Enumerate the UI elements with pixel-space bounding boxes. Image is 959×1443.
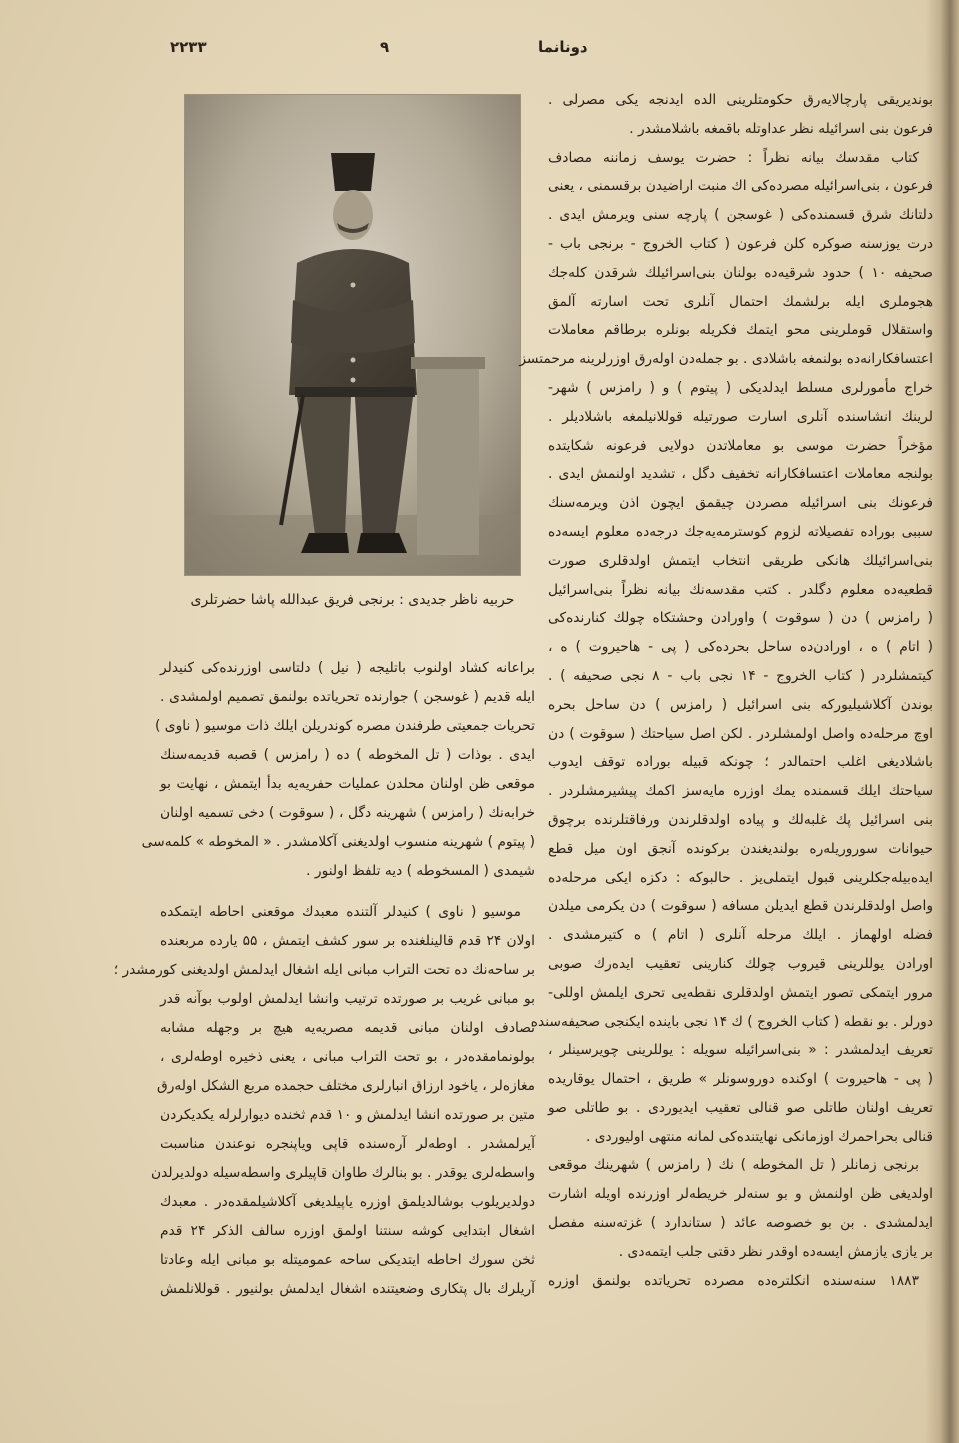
text-line: برنجی زمانلر ( تل المخوطه ) نك ( رامزس ) شهرینك موقعی — [548, 1157, 919, 1174]
text-line: درت یوزسنه صوکره کلن فرعون ( کتاب الخروج - برنجی باب - — [548, 235, 933, 252]
text-line: ( پیتوم ) شهرینه منسوب اولدیغنی آکلامشدر . « المخوطه » کلمه‌سی — [141, 834, 535, 850]
text-line: تعریف اولنان طاتلی صو قنالی تعقیب ایدیوردی . بو طاتلی صو — [548, 1099, 933, 1116]
text-line: سیاحتك ایلك قسمنده یمك اوزره مایه‌سز اکمك پیشیرمشلردر . — [548, 783, 933, 800]
text-line: ایدلمشدی . بن بو خصوصه عائد ( ستاندارد ) غزته‌سنه مفصل — [548, 1215, 933, 1232]
text-line: دولدیریلوب بوشالدیلمق اوزره یاپیلدیغی آکلاشیلمقده‌در . معبدك — [160, 1194, 535, 1210]
text-line: سببی بوراده تفصیلاته لزوم کوسترمه‌یه‌جك درجه‌ده معلوم ایسه‌ده — [548, 523, 933, 540]
text-line: مرور ایتمکی تصور ایتمش اولدقلری نقطه‌یی تحری ایلمش اوللی- — [548, 984, 933, 1001]
pedestal — [411, 357, 485, 555]
text-line: ثخن سورك احاطه ایتدیکی ساحه عمومیتله بو مبانی ایله وعادتا — [160, 1252, 535, 1268]
text-line: ۱۸۸۳ سنه‌سنده انکلتره‌ده مصرده تحریاتده بولنمق اوزره — [548, 1272, 919, 1289]
text-line: فرعون ، بنی‌اسرائیله مصرده‌کی اك منبت اراضیدن برقسمنی ، یعنی — [548, 178, 933, 195]
text-line: دورلر . بو نقطه ( کتاب الخروج ) ك ۱۴ نجی باینده ایکنجی صحیفه‌سنده — [530, 1013, 933, 1030]
text-line: کتاب مقدسك بیانه نظراً : حضرت یوسف زماننه مصادف — [548, 149, 919, 166]
left-text-column — [113, 654, 536, 1297]
text-line: موسیو ( ناوی ) کنیدلر آلتنده معبدك موقعنی احاطه ایتمکده — [160, 904, 521, 920]
text-line: اعتسافکارانه‌ده بولنمغه باشلادی . بو جمله‌دن اوله‌رق اوزرلرینه مرحمتسز — [519, 351, 933, 368]
text-line: بوندیریقی پارچالایه‌رق حکومتلرینی الده ایدنجه یکی مصرلی . — [548, 92, 933, 108]
photo-caption: حربیه ناظر جدیدی : برنجی فریق عبدالله پاشا حضرتلری — [190, 592, 515, 608]
text-line: اوچ مرحله‌ده واصل اولمشلردر . لکن اصل سیاحتك ( سوقوت ) دن — [548, 725, 933, 742]
text-line: کیتمشلردر ( کتاب الخروج - ۱۴ نجی باب - ۸ نجی صحیفه ) . — [548, 667, 933, 684]
text-line: شیمدی ( المسخوطه ) دیه تلفظ اولنور . — [306, 863, 535, 879]
text-line: فرعون بنی اسرائیله نظر عداوتله باقمغه باشلامشدر . — [629, 120, 933, 137]
page-number: ۲۲۳۳ — [170, 38, 207, 56]
text-line: دلتانك شرق قسمنده‌کی ( غوسجن ) پارچه‌ سنی ویرمش ایدی . — [548, 207, 933, 224]
text-line: باشلادیغی اغلب احتمالدر ؛ چونکه قبیله بوراده توقف ایدوب — [548, 754, 933, 771]
text-line: مغازه‌لر ، یاخود ارزاق انبارلری مختلف حجمده مربع الشکل اوله‌رق — [157, 1078, 535, 1094]
text-line: متین بر صورتده انشا ایدلمش و ۱۰ قدم ثخنده دیوارلرله یکدیکردن — [160, 1107, 535, 1123]
text-line: بنی‌اسرائیلك هانکی طریقی انتخاب ایتمش اولدقلری صورت — [548, 552, 933, 569]
right-text-column — [519, 86, 934, 1301]
paragraph-gap — [160, 886, 535, 898]
text-line: آیرلمشدر . اوطه‌لر آره‌سنده قاپی ویاپنجره نوعندن مناسبت — [160, 1136, 535, 1152]
text-line: بولونمامقده‌در ، بو تحت التراب مبانی ، یعنی ذخیره اوطه‌لری ، — [160, 1049, 535, 1065]
text-line: لرینك انشاسنده آنلری اسارت صورتیله قوللانیلمغه باشلادیلر . — [548, 408, 933, 425]
text-line: فرعونك بنی اسرائیله مصردن چیقمق ایچون اذن ویرمه‌سنك — [548, 495, 933, 512]
text-line: تحریات جمعیتی طرفندن مصره کوندریلن ایلك ذات موسیو ( ناوی ) — [155, 718, 535, 734]
text-line: اولان ۲۴ قدم قالینلغنده بر سور کشف ایتمش ، ۵۵ یارده مربعنده — [160, 933, 535, 949]
text-line: بر یازی یازمش ایسه‌ده اوقدر نظر دقتی جلب ایتمه‌دی . — [618, 1243, 933, 1260]
text-line: ایله قدیم ( غوسجن ) جوارنده تحریاتده بولنمق تصمیم اولمشدی . — [160, 689, 535, 705]
text-line: ایدی . بوذات ( تل المخوطه ) ده ( رامزس ) قصبه‌ قدیمه‌سنك — [160, 747, 535, 763]
text-line: بر ساحه‌نك ده تحت التراب مبانی ایله اشغال ایدلمش اولدیغنی کورمشدر ؛ — [113, 962, 535, 978]
text-line: واسطه‌لری یوقدر . بو بنالرك طاوان قاپیلری واسطه‌سیله دولدیرلدن — [150, 1165, 535, 1181]
text-line: ایده‌بیله‌جکلرینی قبول ایتملی‌یز . حالبوکه : دکزه ایکی مرحله‌ده — [548, 869, 933, 886]
text-line: قطعیه‌ده معلوم دگلدر . کتب مقدسه‌نك بیانه نظراً بنی‌اسرائیل — [548, 581, 933, 598]
text-line: هجوملری ایله برلشمك احتمال آنلری تحت اسارته آلمق — [548, 293, 933, 310]
text-line: صحیفه ۱۰ ) حدود شرقیه‌ده بولنان بنی‌اسرائیلك شرقدن کله‌جك — [548, 264, 934, 281]
text-line: ( پی - هاحیروت ) اوکنده دوروسونلر » طریق ، احتمال یوقاریده — [548, 1071, 933, 1088]
text-line: حیوانات سوروریله‌ره بولندیغندن برکونده آنجق اون میل قطع — [548, 840, 933, 857]
text-line: اولدیغی ظن اولنمش و بو سنه‌لر خریطه‌لر اوزرنده اویله اشارت — [548, 1186, 933, 1203]
text-line: خرابه‌نك ( رامزس ) شهرینه دگل ، ( سوقوت ) دخی تسمیه اولنان — [160, 805, 535, 821]
text-line: ( رامزس ) دن ( سوقوت ) واورادن وحشتكاه چولك کنارنده‌کی — [548, 610, 933, 627]
journal-title: دونانما — [538, 38, 588, 56]
text-line: براعانه کشاد اولنوب باتلیجه ( نیل ) دلتاسی اوزرنده‌کی کنیدلر — [160, 660, 535, 676]
text-line: واستقلال قوملرینی محو ایتمك فکریله بونلره برطاقم معاملات — [548, 322, 933, 339]
text-line: ( اتام ) ه ، اورادن‌ده ساحل بحرده‌کی ( پی - هاحیروت ) ه ، — [548, 639, 933, 656]
text-line: تعریف ایدلمشدر : « بنی‌اسرائیله سویله : یوللرینی چویرسینلر ، — [548, 1042, 933, 1059]
text-line: موقعی ظن اولنان محلدن عملیات حفریه‌یه بدأ ایتمش ، نهایت بو — [160, 776, 535, 792]
text-line: آریلرك بال پتکاری وضعیتنده اشغال ایدلمش بولنیور . قوللانلمش — [160, 1281, 535, 1297]
text-line: خراج مأمورلری مسلط ایدلدیکی ( پیتوم ) و ( رامزس ) شهر- — [548, 379, 933, 396]
text-line: بنی اسرائیل پك غلبه‌لك و پیاده اولدقلرندن ورفاقتلرنده برچوق — [548, 811, 933, 828]
portrait-photo-image — [185, 95, 520, 575]
text-line: اشغال ابتدایی کوشه‌ سنتنا اولمق اوزره سالف الذکر ۲۴ قدم — [160, 1223, 536, 1239]
portrait-photo — [185, 95, 520, 575]
text-line: بوندن آکلاشیلیورکه بنی اسرائیل ( رامزس ) دن ساحل بحره — [548, 696, 933, 713]
text-line: بولنجه معاملات اعتسافکارانه تخفیف دگل ، تشدید اولنمش ایدی . — [548, 466, 933, 483]
issue-number: ۹ — [380, 38, 390, 56]
text-line: اورادن یوللرینی قیروب چولك کنارینی تعقیب ایده‌رك صوبی — [548, 955, 933, 972]
text-line: بو مبانی غریب بر صورتده ترتیب وانشا ایدلمش اولوب بوآنه قدر — [160, 991, 535, 1007]
text-line: واصل اولدقلرندن قطع ایدیلن مسافه ( سوقوت ) دن یکرمی میلدن — [548, 898, 933, 915]
text-line: تصادف اولنان مبانی قدیمه مصریه‌یه هیچ بر وجهله مشابه — [160, 1020, 535, 1036]
text-line: مؤخراً حضرت موسی بو معاملاتدن دولایی فرعونه شکایتده — [548, 437, 933, 454]
text-line: فضله اولهماز . ایلك مرحله آنلری ( اتام ) ه کتیرمشدی . — [548, 927, 933, 944]
text-line: قنالی بحراحمرك اوزمانکی نهایتنده‌کی لمانه منتهی اولیوردی . — [585, 1128, 933, 1145]
